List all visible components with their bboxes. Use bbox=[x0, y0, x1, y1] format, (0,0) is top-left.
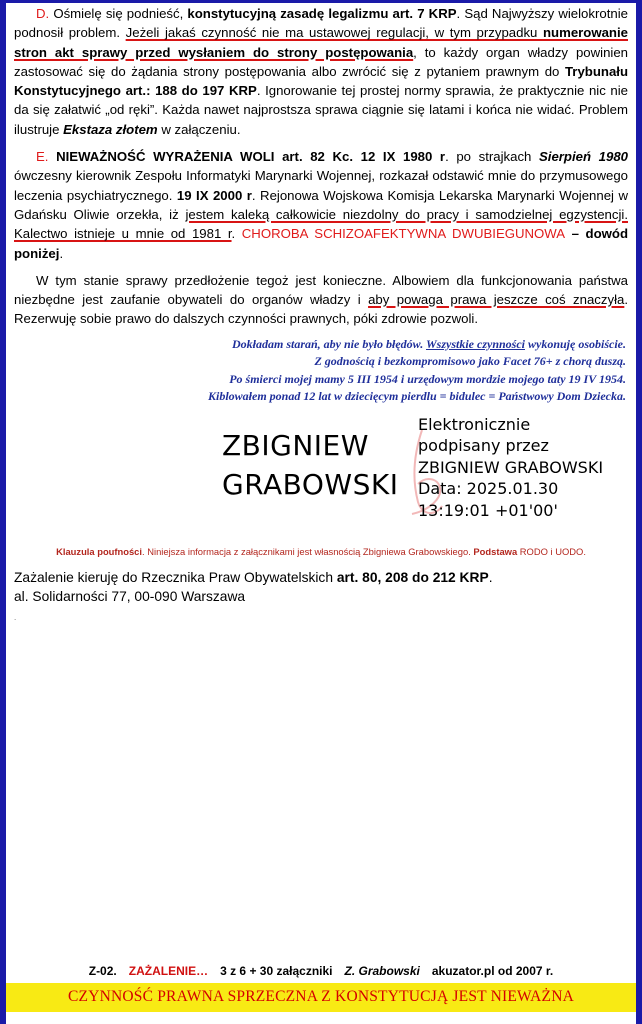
quote-line: Dokładam starań, aby nie było błędów. Wszystkie czynności wykonuję osobiście. bbox=[231, 336, 626, 351]
personal-quotes bbox=[14, 336, 628, 406]
section-d-letter: D. bbox=[36, 6, 50, 21]
highlight-page-numbering: numerowanie stron akt sprawy przed wysłaniem do strony postępowania bbox=[14, 25, 628, 60]
section-d-paragraph: D. Ośmielę się podnieść, konstytucyjną zasadę legalizmu art. 7 KRP. Sąd Najwyższy wielokrotnie podnosił problem. Jeżeli jakaś czynność nie ma ustawowej regulacji, w tym przypadku numerowanie stron akt sprawy przed wysłaniem do strony postępowania, to każdy organ władzy powinien zastosować się do żądania strony postępowania albo zwrócić się z pytaniem prawnym do Trybunału Konstytucyjnego art.: 188 do 197 KRP. Ignorowanie tej prostej normy sprawia, że praktycznie nic nie da się załatwić „od ręki”. Każda nawet najprostsza sprawa ciągnie się latami i końca nie widać. Problem ilustruje Ekstaza złotem w załączeniu. bbox=[14, 6, 628, 137]
footer-banner: CZYNNOŚĆ PRAWNA SPRZECZNA Z KONSTYTUCJĄ JEST NIEWAŻNA bbox=[6, 983, 636, 1012]
diagnosis-text: CHOROBA SCHIZOAFEKTYWNA DWUBIEGUNOWA bbox=[241, 226, 566, 242]
digital-signature[interactable] bbox=[14, 414, 628, 534]
quote-line: Po śmierci mojej mamy 5 III 1954 i urzędowym mordzie mojego taty 19 IV 1954. bbox=[229, 371, 626, 386]
section-e-paragraph: E. NIEWAŻNOŚĆ WYRAŻENIA WOLI art. 82 Kc. 12 IX 1980 r. po strajkach Sierpień 1980 ówczesny kierownik Zespołu Informatyki Marynarki Wojennej, rozkazał odstawić mnie do przymusowego leczenia psychiatrycznego. 19 IX 2000 r. Rejonowa Wojskowa Komisja Lekarska Marynarki Wojennej w Gdańsku Oliwie orzekła, iż jestem kaleką całkowicie niezdolny do pracy i samodzielnej egzystencji. Kalectwo istnieje u mnie od 1981 r. CHOROBA SCHIZOAFEKTYWNA DWUBIEGUNOWA – dowód poniżej. bbox=[14, 149, 628, 261]
confidentiality-clause: Klauzula poufności. Niniejsza informacja z załącznikami jest własnością Zbigniewa Grabowskiego. Podstawa RODO i UODO. bbox=[56, 545, 586, 557]
website-link[interactable]: akuzator.pl od 2007 r. bbox=[431, 964, 554, 978]
section-e-letter: E. bbox=[36, 149, 49, 165]
recipient-address: Zażalenie kieruję do Rzecznika Praw Obywatelskich art. 80, 208 do 212 KRP. al. Solidarności 77, 00-090 Warszawa bbox=[14, 570, 493, 605]
document-code: Z-02. bbox=[88, 964, 117, 978]
quote-line: Kiblowałem ponad 12 lat w dziecięcym pierdlu = bidulec = Państwowy Dom Dziecka. bbox=[208, 389, 626, 404]
quote-line: Z godnością i bezkompromisowo jako Facet 76+ z chorą duszą. bbox=[314, 354, 626, 369]
signature-details: Elektronicznie podpisany przez ZBIGNIEW GRABOWSKI Data: 2025.01.30 13:19:01 +01'00' bbox=[418, 414, 604, 520]
page-footer bbox=[6, 963, 636, 1012]
footer-info-line: Z-02. ZAŻALENIE… 3 z 6 + 30 załączniki Z. Grabowski akuzator.pl od 2007 r. bbox=[88, 964, 554, 978]
document-body: D. Ośmielę się podnieść, konstytucyjną zasadę legalizmu art. 7 KRP. Sąd Najwyższy wielokrotnie podnosił problem. Jeżeli jakaś czynność nie ma ustawowej regulacji, w tym przypadku numerowanie stron akt sprawy przed wysłaniem do strony postępowania, to każdy organ władzy powinien zastosować się do żądania strony postępowania albo zwrócić się z pytaniem prawnym do Trybunału Konstytucyjnego art.: 188 do 197 KRP. Ignorowanie tej prostej normy sprawia, że praktycznie nic nie da się załatwić „od ręki”. Każda nawet najprostsza sprawa ciągnie się latami i końca nie widać. Problem ilustruje Ekstaza złotem w załączeniu. E. NIEWAŻNOŚĆ WYRAŻENIA WOLI art. 82 Kc. 12 IX 1980 r. po strajkach Sierpień 1980 ówczesny kierownik Zespołu Informatyki Marynarki Wojennej, rozkazał odstawić mnie do przymusowego leczenia psychiatrycznego. 19 IX 2000 r. Rejonowa Wojskowa Komisja Lekarska Marynarki Wojennej w Gdańsku Oliwie orzekła, iż jestem kaleką całkowicie niezdolny do pracy i samodzielnej egzystencji. Kalectwo istnieje u mnie od 1981 r. CHOROBA SCHIZOAFEKTYWNA DWUBIEGUNOWA – dowód poniżej. W tym stanie sprawy przedłożenie tegoż jest konieczne. Albowiem dla funkcjonowania państwa niezbędne jest zaufanie obywateli do organów władzy i aby powaga prawa jeszcze coś znaczyła. Rezerwuję sobie prawo do dalszych czynności prawnych, póki zdrowie pozwoli. Dokładam starań, aby nie było błędów. Wszystkie czynności wykonuję osobiście. Z godnością i bezkompromisowo jako Facet 76+ z chorą duszą. Po śmierci mojej mamy 5 III 1954 i urzędowym mordzie mojego taty 19 IV 1954. Kiblowałem ponad 12 lat w dziecięcym pierdlu = bidulec = Państwowy Dom Dziecka. ZBIGNIEW GRABOWSKI Elektronicznie podpisany przez ZBIGNIEW GRABOWSKI Data: 2025.01.30 13:19:01 +01'00' Klauzula poufności. Niniejsza informacja z załącznikami jest własnością Zbigniewa Grabowskiego. Podstawa RODO i UODO. Zażalenie kieruję do Rzecznika Praw Obywatelskich art. 80, 208 do 212 KRP. al. Solidarności 77, 00-090 Warszawa . bbox=[14, 6, 628, 623]
conclusion-paragraph: W tym stanie sprawy przedłożenie tegoż jest konieczne. Albowiem dla funkcjonowania państwa niezbędne jest zaufanie obywateli do organów władzy i aby powaga prawa jeszcze coś znaczyła. Rezerwuję sobie prawo do dalszych czynności prawnych, póki zdrowie pozwoli. bbox=[14, 272, 628, 327]
signer-name: ZBIGNIEW GRABOWSKI bbox=[222, 428, 399, 501]
page-counter: 3 z 6 + 30 załączniki bbox=[220, 964, 333, 978]
